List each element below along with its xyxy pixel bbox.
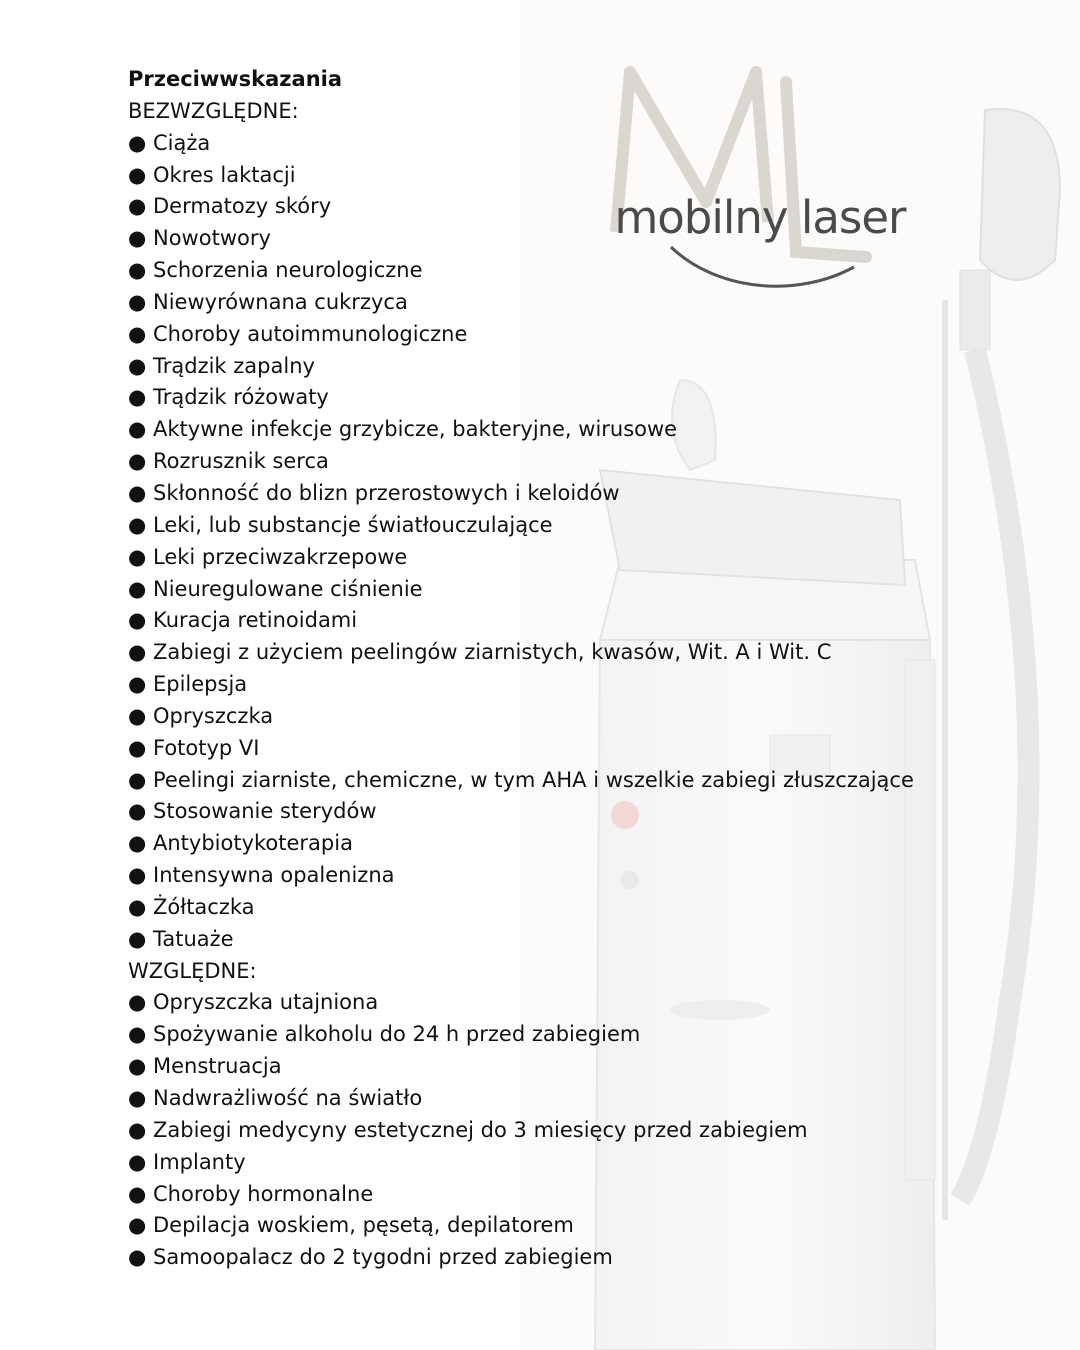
contraindications-list [128,64,1028,1274]
list-item: ● Samoopalacz do 2 tygodni przed zabiegiem [128,1245,613,1270]
list-item: ● Okres laktacji [128,162,296,187]
list-item: ● Opryszczka [128,703,274,728]
list-item: ● Spożywanie alkoholu do 24 h przed zabiegiem [128,1022,641,1047]
list-item: ● Kuracja retinoidami [128,608,358,633]
list-item: ● Zabiegi z użyciem peelingów ziarnistych, kwasów, Wit. A i Wit. C [128,640,832,665]
list-item: ● Zabiegi medycyny estetycznej do 3 miesięcy przed zabiegiem [128,1117,808,1142]
list-item: ● Choroby autoimmunologiczne [128,321,468,346]
list-item: ● Implanty [128,1149,246,1174]
list-item: ● Stosowanie sterydów [128,799,377,824]
list-item: ● Peelingi ziarniste, chemiczne, w tym AHA i wszelkie zabiegi złuszczające [128,767,914,792]
logo-wordmark: mobilny laser [614,191,906,244]
list-item: ● Tatuaże [128,926,234,951]
list-item: ● Antybiotykoterapia [128,831,353,856]
list-item: ● Nadwrażliwość na światło [128,1086,423,1110]
list-item: ● Trądzik różowaty [128,385,329,410]
list-item: ● Fototyp VI [128,735,260,760]
list-item: ● Ciąża [128,130,211,155]
list-item: ● Schorzenia neurologiczne [128,258,423,283]
list-item: ● Leki, lub substancje światłouczulające [128,512,553,537]
list-item: ● Skłonność do blizn przerostowych i keloidów [128,480,620,505]
list-item: ● Nowotwory [128,226,271,251]
list-item: ● Żółtaczka [128,894,255,919]
list-item: ● Choroby hormonalne [128,1181,374,1206]
page-title: Przeciwwskazania [128,67,343,91]
list-item: ● Nieuregulowane ciśnienie [128,576,423,601]
section-heading-absolute: BEZWZGLĘDNE: [128,98,299,123]
list-item: ● Niewyrównana cukrzyca [128,289,408,314]
list-item: ● Trądzik zapalny [128,353,315,378]
list-item: ● Intensywna opalenizna [128,863,395,888]
list-item: ● Rozrusznik serca [128,449,329,474]
list-item: ● Menstruacja [128,1054,282,1079]
section-heading-relative: WZGLĘDNE: [128,958,257,983]
list-item: ● Leki przeciwzakrzepowe [128,544,408,569]
list-item: ● Aktywne infekcje grzybicze, bakteryjne, wirusowe [128,417,678,442]
list-item: ● Dermatozy skóry [128,194,332,219]
list-item: ● Depilacja woskiem, pęsetą, depilatorem [128,1213,574,1238]
list-item: ● Epilepsja [128,672,248,697]
list-item: ● Opryszczka utajniona [128,990,379,1015]
